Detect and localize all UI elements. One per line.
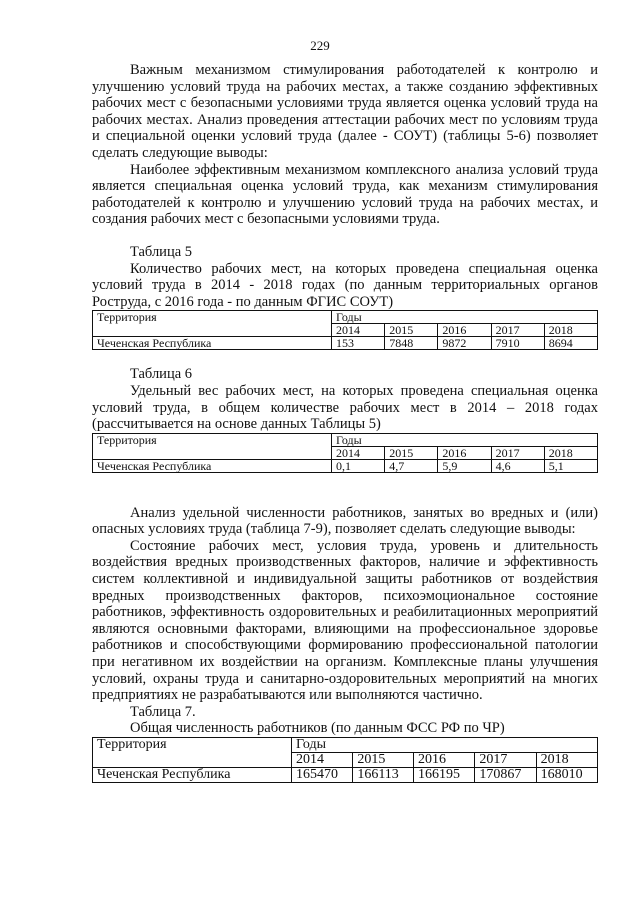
- table5-value: 7910: [491, 337, 544, 350]
- table6-row-label: Чеченская Республика: [93, 459, 332, 472]
- table7-title: Общая численность работников (по данным ФСС РФ по ЧР): [130, 720, 505, 737]
- table6-label: Таблица 6: [130, 366, 193, 383]
- table6-title: Удельный вес рабочих мест, на которых проведена специальная оценка условий труда, в общем количестве рабочих мест в 2014 – 2018 годах (рассчитывается на основе данных Таблицы 5): [92, 382, 598, 433]
- table7-value: 170867: [475, 768, 536, 783]
- paragraph-intro: Важным механизмом стимулирования работодателей к контролю и улучшению условий труда на рабочих местах, а также созданию эффективных рабочих мест с безопасными условиями труда является оценка условий труда на рабочих местах. Анализ проведения аттестации рабочих мест по условиям труда и специальной оценки условий труда (далее - СОУТ) (таблицы 5-6) позволяет сделать следующие выводы:: [92, 62, 598, 161]
- table6-value: 5,1: [544, 459, 597, 472]
- table7-year: 2016: [414, 753, 475, 768]
- table6-year: 2017: [491, 446, 544, 459]
- document-body: [92, 62, 598, 783]
- table6-header-years: Годы: [332, 433, 598, 446]
- table5-year: 2016: [438, 324, 491, 337]
- table6-header-territory: Территория: [93, 433, 332, 459]
- table5-title: Количество рабочих мест, на которых проведена специальная оценка условий труда в 2014 - 2018 годах (по данным территориальных органов Роструда, с 2016 года - по данным ФГИС СОУТ): [92, 260, 598, 310]
- table5-year: 2017: [491, 324, 544, 337]
- table6-value: 5,9: [438, 459, 491, 472]
- table5-row-label: Чеченская Республика: [93, 337, 332, 350]
- table5-label: Таблица 5: [130, 243, 193, 260]
- table5-year: 2018: [544, 324, 597, 337]
- table7-year: 2017: [475, 753, 536, 768]
- paragraph-conclusion: Наиболее эффективным механизмом комплексного анализа условий труда является специальная оценка условий труда, как механизм стимулирования работодателей к контролю и улучшению условий труда на рабочих местах, и создания рабочих мест с безопасными условиями труда.: [92, 161, 598, 228]
- table6-year: 2015: [385, 446, 438, 459]
- table6-year: 2016: [438, 446, 491, 459]
- table7-value: 165470: [292, 768, 353, 783]
- table5-value: 8694: [544, 337, 597, 350]
- table7-year: 2015: [353, 753, 414, 768]
- table7: [92, 737, 598, 783]
- table5-year: 2014: [332, 324, 385, 337]
- table7-value: 168010: [536, 768, 597, 783]
- table7-year: 2018: [536, 753, 597, 768]
- table7-header-years: Годы: [292, 738, 598, 753]
- paragraph-workplace-state: Состояние рабочих мест, условия труда, уровень и длительность воздействия вредных производственных факторов, наличие и эффективность систем коллективной и индивидуальной защиты работников от воздействия вредных производственных факторов, психоэмоциональное состояние работников, эффективность оздоровительных и реабилитационных мероприятий являются основными факторами, влияющими на профессиональное здоровье работников и способствующими формированию профессиональной патологии при негативном их воздействии на организм. Комплексные планы улучшения условий, охраны труда и санитарно-оздоровительных мероприятий на многих предприятиях не разрабатываются или выполняются частично.: [92, 537, 598, 704]
- table5-year: 2015: [385, 324, 438, 337]
- table5-value: 9872: [438, 337, 491, 350]
- table6-year: 2018: [544, 446, 597, 459]
- table7-label: Таблица 7.: [130, 703, 196, 720]
- table6-value: 4,6: [491, 459, 544, 472]
- table6-year: 2014: [332, 446, 385, 459]
- table6: [92, 433, 598, 473]
- table7-row-label: Чеченская Республика: [93, 768, 292, 783]
- page-number: 229: [310, 38, 330, 53]
- table6-value: 4,7: [385, 459, 438, 472]
- table7-value: 166195: [414, 768, 475, 783]
- table5: [92, 310, 598, 350]
- table7-value: 166113: [353, 768, 414, 783]
- table7-year: 2014: [292, 753, 353, 768]
- paragraph-analysis: Анализ удельной численности работников, занятых во вредных и (или) опасных условиях труда (таблица 7-9), позволяет сделать следующие выводы:: [92, 504, 598, 538]
- table5-header-years: Годы: [332, 311, 598, 324]
- table5-value: 7848: [385, 337, 438, 350]
- table6-value: 0,1: [332, 459, 385, 472]
- table7-header-territory: Территория: [93, 738, 292, 768]
- table5-header-territory: Территория: [93, 311, 332, 337]
- table5-value: 153: [332, 337, 385, 350]
